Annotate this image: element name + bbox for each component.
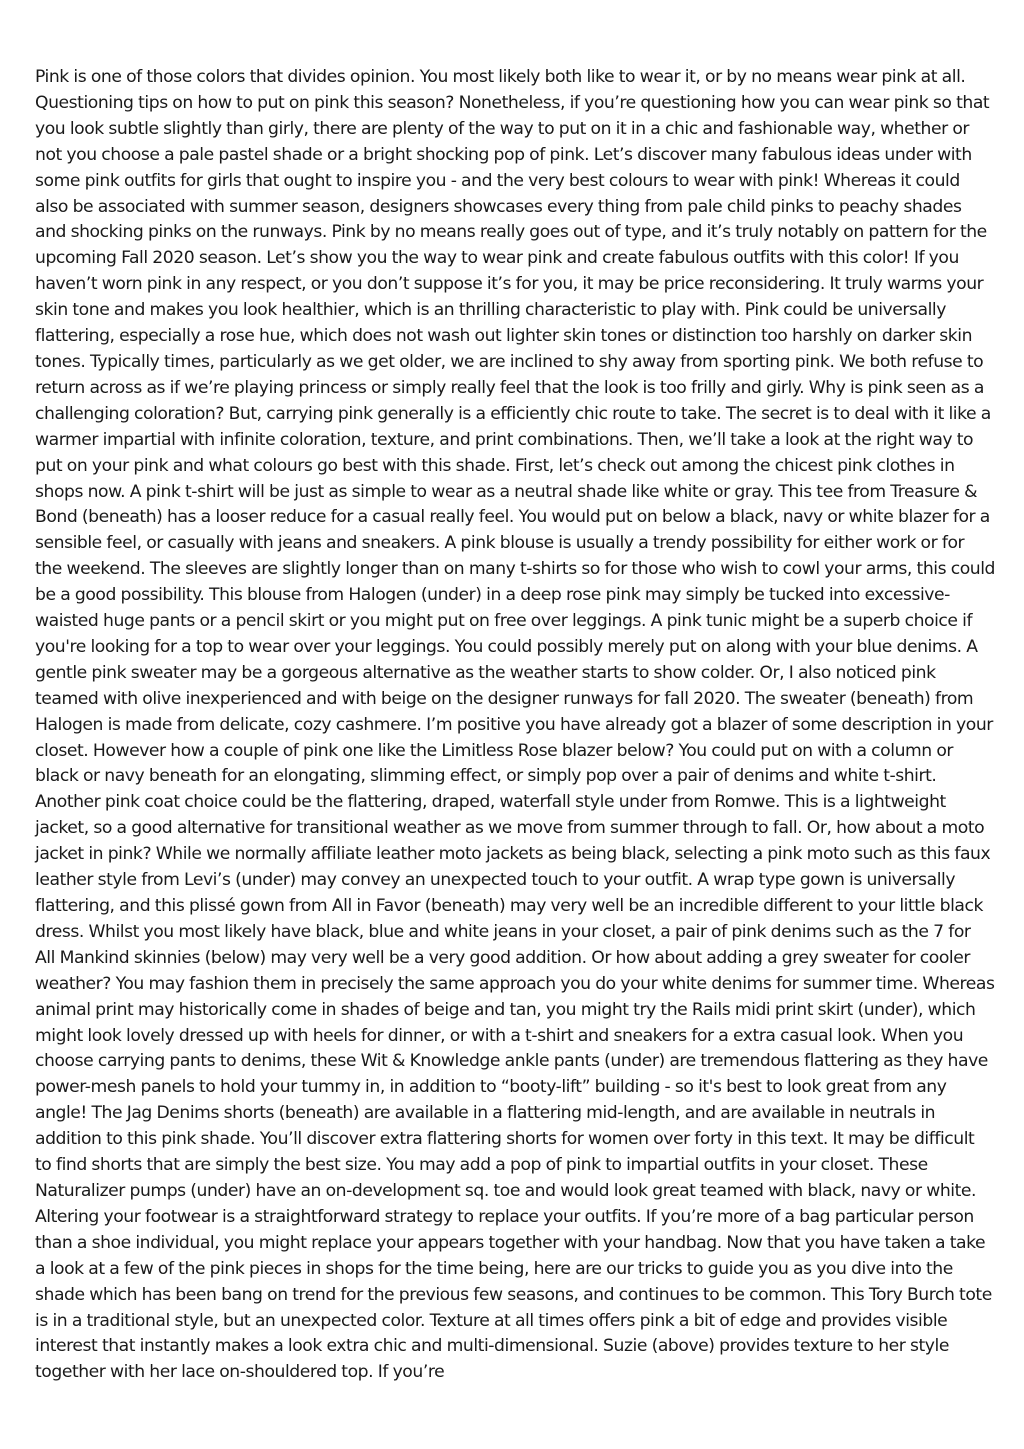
article-body-text: Pink is one of those colors that divides opinion. You most likely both like to wear it, or by no means wear pink at all. Questioning tips on how to put on pink this season? Nonetheless, if you’re questioning how you can wear pink so that you look subtle slightly than girly, there are plenty of the way to put on it in a chic and fashionable way, whether or not you choose a pale pastel shade or a bright shocking pop of pink. Let’s discover many fabulous ideas under with some pink outfits for girls that ought to inspire you - and the very best colours to wear with pink! Whereas it could also be associated with summer season, designers showcases every thing from pale child pinks to peachy shades and shocking pinks on the runways. Pink by no means really goes out of type, and it’s truly notably on pattern for the upcoming Fall 2020 season. Let’s show you the way to wear pink and create fabulous outfits with this color! If you haven’t worn pink in any respect, or you don’t suppose it’s for you, it may be price reconsidering. It truly warms your skin tone and makes you look healthier, which is an thrilling characteristic to play with. Pink could be universally flattering, especially a rose hue, which does not wash out lighter skin tones or distinction too harshly on darker skin tones. Typically times, particularly as we get older, we are inclined to shy away from sporting pink. We both refuse to return across as if we’re playing princess or simply really feel that the look is too frilly and girly. Why is pink seen as a challenging coloration? But, carrying pink generally is a efficiently chic route to take. The secret is to deal with it like a warmer impartial with infinite coloration, texture, and print combinations. Then, we’ll take a look at the right way to put on your pink and what colours go best with this shade. First, let’s check out among the chicest pink clothes in shops now. A pink t-shirt will be just as simple to wear as a neutral shade like white or gray. This tee from Treasure & Bond (beneath) has a looser reduce for a casual really feel. You would put on below a black, navy or white blazer for a sensible feel, or casually with jeans and sneakers. A pink blouse is usually a trendy possibility for either work or for the weekend. The sleeves are slightly longer than on many t-shirts so for those who wish to cowl your arms, this could be a good possibility. This blouse from Halogen (under) in a deep rose pink may simply be tucked into excessive-waisted huge pants or a pencil skirt or you might put on free over leggings. A pink tunic might be a superb choice if you're looking for a top to wear over your leggings. You could possibly merely put on along with your blue denims. A gentle pink sweater may be a gorgeous alternative as the weather starts to show colder. Or, I also noticed pink teamed with olive inexperienced and with beige on the designer runways for fall 2020. The sweater (beneath) from Halogen is made from delicate, cozy cashmere. I’m positive you have already got a blazer of some description in your closet. However how a couple of pink one like the Limitless Rose blazer below? You could put on with a column or black or navy beneath for an elongating, slimming effect, or simply pop over a pair of denims and white t-shirt. Another pink coat choice could be the flattering, draped, waterfall style under from Romwe. This is a lightweight jacket, so a good alternative for transitional weather as we move from summer through to fall. Or, how about a moto jacket in pink? While we normally affiliate leather moto jackets as being black, selecting a pink moto such as this faux leather style from Levi’s (under) may convey an unexpected touch to your outfit. A wrap type gown is universally flattering, and this plissé gown from All in Favor (beneath) may very well be an incredible different to your little black dress. Whilst you most likely have black, blue and white jeans in your closet, a pair of pink denims such as the 7 for All Mankind skinnies (below) may very well be a very good addition. Or how about adding a grey sweater for cooler weather? You may fashion them in precisely the same approach you do your white denims for summer time. Whereas animal print may historically come in shades of beige and tan, you might try the Rails midi print skirt (under), which might look lovely dressed up with heels for dinner, or with a t-shirt and sneakers for a extra casual look. When you choose carrying pants to denims, these Wit & Knowledge ankle pants (under) are tremendous flattering as they have power-mesh panels to hold your tummy in, in addition to “booty-lift” building - so it's best to look great from any angle! The Jag Denims shorts (beneath) are available in a flattering mid-length, and are available in neutrals in addition to this pink shade. You’ll discover extra flattering shorts for women over forty in this text. It may be difficult to find shorts that are simply the best size. You may add a pop of pink to impartial outfits in your closet. These Naturalizer pumps (under) have an on-development sq. toe and would look great teamed with black, navy or white. Altering your footwear is a straightforward strategy to replace your outfits. If you’re more of a bag particular person than a shoe individual, you might replace your appears together with your handbag. Now that you have taken a take a look at a few of the pink pieces in shops for the time being, here are our tricks to guide you as you dive into the shade which has been bang on trend for the previous few seasons, and continues to be common. This Tory Burch tote is in a traditional style, but an unexpected color. Texture at all times offers pink a bit of edge and provides visible interest that instantly makes a look extra chic and multi-dimensional. Suzie (above) provides texture to her style together with her lace on-shouldered top. If you’re [35,67,996,1383]
